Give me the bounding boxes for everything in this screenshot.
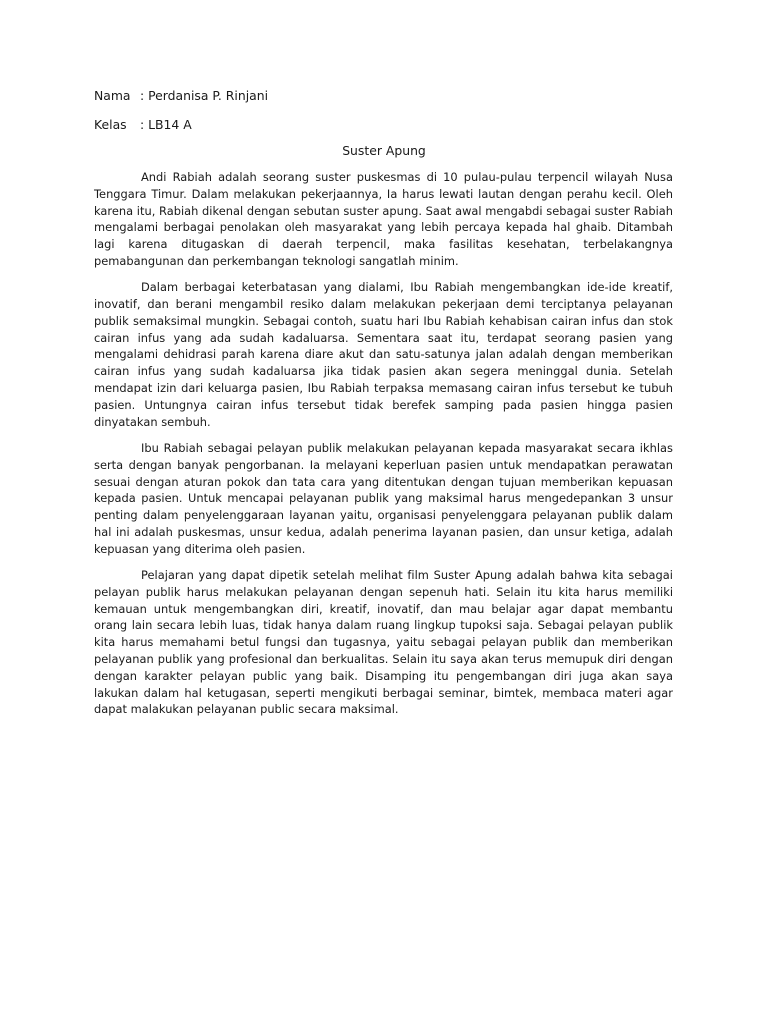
- paragraph-3: Ibu Rabiah sebagai pelayan publik melakukan pelayanan kepada masyarakat secara ikhlas serta dengan banyak pengorbanan. Ia melayani keperluan pasien untuk mendapatkan perawatan sesuai dengan aturan pokok dan tata cara yang ditentukan dengan tujuan memberikan kepuasan kepada pasien. Untuk mencapai pelayanan publik yang maksimal harus mengedepankan 3 unsur penting dalam penyelenggaraan layanan yaitu, organisasi penyelenggara pelayanan publik dalam hal ini adalah puskesmas, unsur kedua, adalah penerima layanan pasien, dan unsur ketiga, adalah kepuasan yang diterima oleh pasien.: [94, 440, 673, 556]
- paragraph-2: Dalam berbagai keterbatasan yang dialami, Ibu Rabiah mengembangkan ide-ide kreatif, inovatif, dan berani mengambil resiko dalam melakukan pekerjaan demi terciptanya pelayanan publik semaksimal mungkin. Sebagai contoh, suatu hari Ibu Rabiah kehabisan cairan infus dan stok cairan infus yang ada sudah kadaluarsa. Sementara saat itu, terdapat seorang pasien yang mengalami dehidrasi parah karena diare akut dan satu-satunya jalan adalah dengan memberikan cairan infus yang sudah kadaluarsa jika tidak pasien akan segera meninggal dunia. Setelah mendapat izin dari keluarga pasien, Ibu Rabiah terpaksa memasang cairan infus tersebut ke tubuh pasien. Untungnya cairan infus tersebut tidak berefek samping pada pasien hingga pasien dinyatakan sembuh.: [94, 280, 673, 429]
- class-value: : LB14 A: [140, 117, 192, 132]
- student-class-line: [94, 117, 192, 133]
- document-body: [94, 169, 673, 728]
- paragraph-4: Pelajaran yang dapat dipetik setelah melihat film Suster Apung adalah bahwa kita sebagai pelayan publik harus melakukan pelayanan dengan sepenuh hati. Selain itu kita harus memiliki kemauan untuk mengembangkan diri, kreatif, inovatif, dan mau belajar agar dapat membantu orang lain secara lebih luas, tidak hanya dalam ruang lingkup tupoksi saja. Sebagai pelayan publik kita harus memahami betul fungsi dan tugasnya, yaitu sebagai pelayan publik dan memberikan pelayanan publik yang profesional dan berkualitas. Selain itu saya akan terus memupuk diri dengan dengan karakter pelayan public yang baik. Disamping itu pengembangan diri juga akan saya lakukan dalam hal ketugasan, seperti mengikuti berbagai seminar, bimtek, membaca materi agar dapat malakukan pelayanan public secara maksimal.: [94, 568, 673, 717]
- paragraph-1: Andi Rabiah adalah seorang suster puskesmas di 10 pulau-pulau terpencil wilayah Nusa Tenggara Timur. Dalam melakukan pekerjaannya, Ia harus lewati lautan dengan perahu kecil. Oleh karena itu, Rabiah dikenal dengan sebutan suster apung. Saat awal mengabdi sebagai suster Rabiah mengalami berbagai penolakan oleh masyarakat yang lebih percaya kepada hal ghaib. Ditambah lagi karena ditugaskan di daerah terpencil, maka fasilitas kesehatan, terbelakangnya pemabangunan dan perkembangan teknologi sangatlah minim.: [94, 170, 673, 268]
- name-value: : Perdanisa P. Rinjani: [140, 88, 269, 103]
- document-title: Suster Apung: [342, 143, 426, 158]
- class-label: Kelas: [94, 117, 127, 132]
- name-label: Nama: [94, 88, 131, 103]
- student-name-line: [94, 88, 268, 104]
